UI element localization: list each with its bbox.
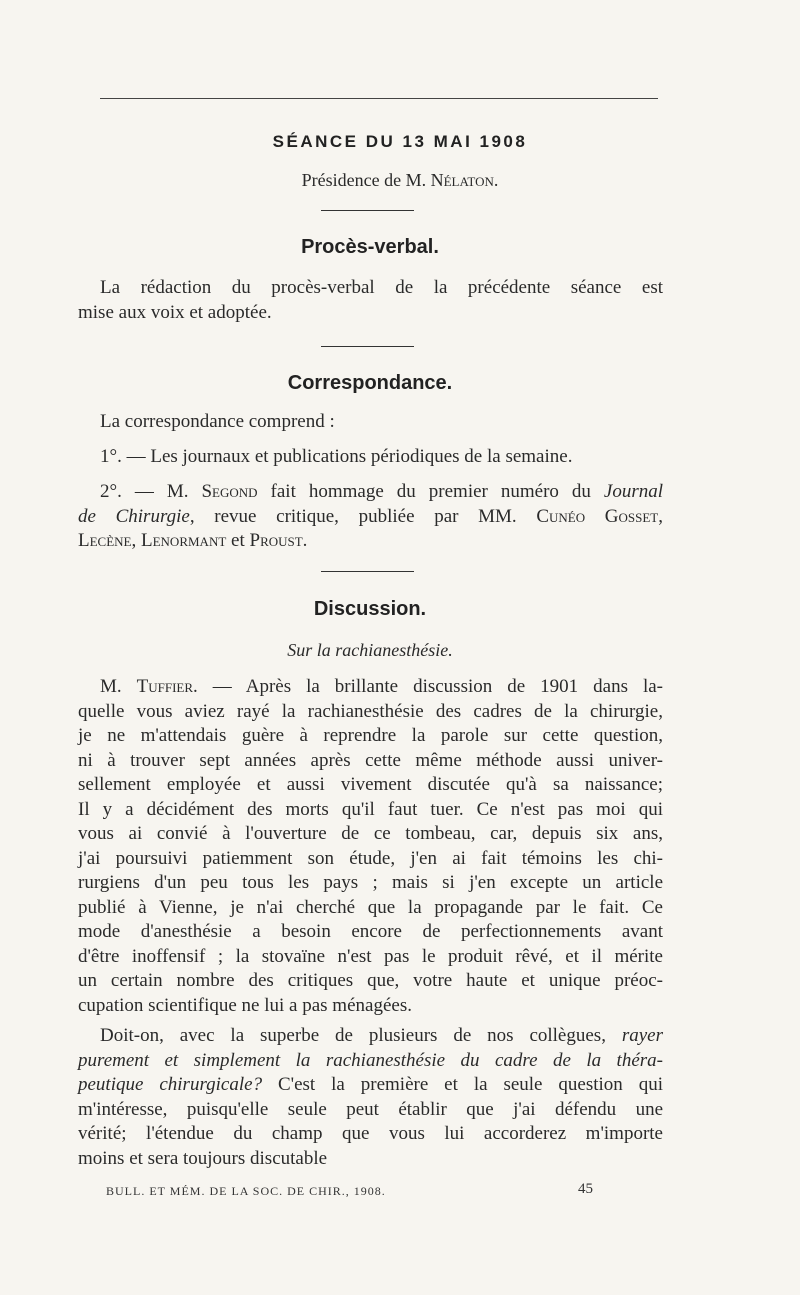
text-line: moins et sera toujours discutable (78, 1147, 328, 1169)
presidence-prefix: Présidence de M. (301, 170, 431, 190)
text-line: je ne m'attendais guère à reprendre la parole sur cette question, (78, 725, 663, 746)
text-line: un certain nombre des critiques que, votre haute et unique préoc- (78, 970, 663, 991)
correspondance-intro (78, 410, 663, 435)
text-line: 1°. — Les journaux et publications périodiques de la semaine. (100, 446, 573, 467)
text-line (78, 480, 663, 505)
text-run (585, 506, 605, 527)
section-divider (321, 210, 414, 211)
correspondance-item-2 (78, 480, 663, 554)
text-line: j'ai poursuivi patiemment son étude, j'en ai fait témoins les chi- (78, 847, 663, 869)
text-line: sellement employée et aussi vivement discutée qu'à sa naissance; (78, 774, 663, 795)
text-line (78, 1024, 663, 1049)
text-line: Il y a décidément des morts qu'il faut tuer. Ce n'est pas moi qui (78, 798, 663, 820)
text-line: d'être inoffensif ; la stovaïne n'est pas le produit rêvé, et il mérite (78, 945, 663, 967)
discussion-subtitle: Sur la rachianesthésie. (287, 640, 453, 660)
presidence-line (0, 170, 800, 191)
discussion-heading: Discussion. (313, 598, 427, 620)
person-name: Segond (201, 481, 258, 502)
text-line: La rédaction du procès-verbal de la précédente séance est (100, 277, 663, 298)
text-line: mode d'anesthésie a besoin encore de perfectionnements avant (78, 921, 663, 942)
journal-title: Journal (603, 481, 663, 502)
text-run: , revue critique, publiée par MM. (189, 505, 537, 527)
text-run: , (131, 530, 141, 551)
text-run: 2°. — M. (100, 481, 202, 502)
text-run: C'est la première et la seule question qui (262, 1074, 663, 1095)
president-name: Nélaton. (430, 170, 499, 190)
text-line: m'intéresse, puisqu'elle seule peut établir que j'ai défendu une (78, 1098, 663, 1120)
correspondance-item-1 (78, 445, 663, 470)
tuffier-paragraph (78, 675, 663, 1018)
text-line: La correspondance comprend : (100, 411, 335, 432)
text-line: quelle vous aviez rayé la rachianesthésie des cadres de la chirurgie, (78, 700, 663, 722)
seance-title: SÉANCE DU 13 MAI 1908 (272, 132, 528, 151)
section-divider (321, 346, 414, 347)
top-rule (100, 98, 658, 99)
section-divider (321, 571, 414, 572)
text-line (78, 1073, 663, 1098)
text-run: — Après la brillante discussion de 1901 dans la- (197, 676, 663, 697)
person-name: Lecène (78, 530, 132, 551)
question-paragraph (78, 1024, 663, 1171)
text-line (78, 675, 663, 700)
proces-verbal-paragraph (78, 276, 663, 325)
person-name: Gosset, (604, 505, 663, 527)
text-line: ni à trouver sept années après cette même méthode aussi univer- (78, 749, 663, 771)
text-line (78, 505, 663, 530)
person-name: Lenormant (141, 530, 227, 551)
speaker-name: Tuffier. (136, 676, 198, 697)
text-line: publié à Vienne, je n'ai cherché que la propagande par le fait. Ce (78, 896, 663, 918)
person-name: Proust. (249, 530, 308, 551)
text-line: mise aux voix et adoptée. (78, 301, 272, 323)
proces-verbal-heading: Procès-verbal. (301, 236, 439, 258)
italic-text: peutique chirurgicale? (78, 1074, 263, 1095)
text-line: cupation scientifique ne lui a pas ménagées. (78, 994, 412, 1016)
person-name: Cunéo (536, 505, 586, 527)
correspondance-heading: Correspondance. (287, 372, 453, 394)
text-run: Doit-on, avec la superbe de plusieurs de nos collègues, (100, 1025, 622, 1046)
text-line: vérité; l'étendue du champ que vous lui accorderez m'importe (78, 1123, 663, 1144)
journal-title: de Chirurgie (78, 505, 190, 527)
running-footer: BULL. ET MÉM. DE LA SOC. DE CHIR., 1908. (106, 1184, 386, 1198)
text-run: M. (100, 676, 137, 697)
text-run: et (226, 530, 250, 551)
text-line: vous ai convié à l'ouverture de ce tombeau, car, depuis six ans, (78, 823, 663, 844)
italic-text: rayer (621, 1025, 663, 1046)
text-run: fait hommage du premier numéro du (257, 481, 604, 502)
text-line: rurgiens d'un peu tous les pays ; mais si j'en excepte un article (78, 872, 663, 893)
text-line (78, 529, 663, 554)
text-line: purement et simplement la rachianesthésie du cadre de la théra- (78, 1049, 663, 1071)
page-number: 45 (578, 1181, 593, 1197)
